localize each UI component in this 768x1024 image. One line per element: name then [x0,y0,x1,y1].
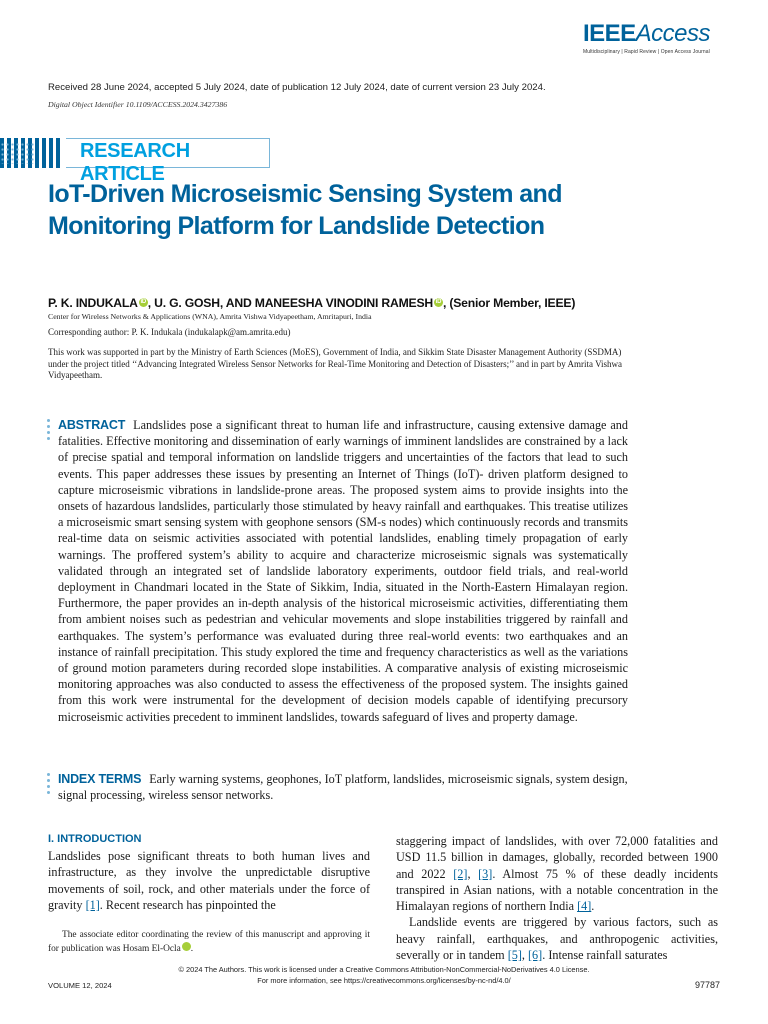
doi: Digital Object Identifier 10.1109/ACCESS.2024.3427386 [48,100,228,109]
citation-link[interactable]: [6] [528,948,543,963]
editor-note: The associate editor coordinating the review of this manuscript and approving it for publication was Hosam El-Ocla iD. [48,930,370,954]
citation-link[interactable]: [5] [507,948,522,963]
index-terms-marker-icon [47,773,50,794]
license-footer [0,964,768,986]
affiliation: Center for Wireless Networks & Applications (WNA), Amrita Vishwa Vidyapeetham, Amritapuri, India [48,312,372,321]
orcid-icon[interactable]: iD [435,299,442,305]
article-type-banner [0,136,270,185]
citation-link[interactable]: [4] [577,899,592,914]
corresponding-author: Corresponding author: P. K. Indukala (indukalapk@am.amrita.edu) [48,327,291,337]
received-dates: Received 28 June 2024, accepted 5 July 2024, date of publication 12 July 2024, date of current version 23 July 2024. [48,82,546,93]
journal-tagline: Multidisciplinary | Rapid Review | Open Access Journal [582,49,710,55]
logo-access: Access [635,20,710,47]
citation-link[interactable]: [2] [453,866,468,881]
author-name: P. K. INDUKALA [48,296,138,310]
abstract-text: Landslides pose a significant threat to human life and infrastructure, causing extensive damage and fatalities. Effective monitoring and dissemination of early warnings of imminent landslides are constrained by a lack of precise spatial and temporal information on landslide triggers and uncertainties of the factors that lead to such events. This paper addresses these issues by presenting an Internet of Things (IoT)- driven platform designed to capture microseismic vibrations in landslide-prone areas. The proposed system aims to provide insights into the onsets of hazardous landslides, particularly those stimulated by heavy rainfall and earthquakes. This treatise utilizes a microseismic smart sensing system with geophone sensors (SM-s nodes) which continuously records and transmits real-time data on seismic activities associated with potential landslides, enabling timely propagation of early warnings. The proffered system’s ability to acquire and characterize microseismic signals was systematically validated through an integrated set of landslide laboratory experiments, outdoor field trials, and real-world deployment in Chandmari located in the State of Sikkim, India, situated in the North-Eastern Himalayan region. Furthermore, the paper provides an in-depth analysis of the historical microseismic activities, differentiating them from ambient noises such as pedestrian and vehicular movements and slope instabilities triggered by rainfall and earthquakes. The system’s performance was evaluated during three real-world events: two earthquakes and an instance of rainfall precipitation. This study explored the time and frequency characteristics as well as the variations of ground motion parameters during recorded slope instabilities. A comparative analysis of existing microseismic monitoring approaches was also conducted to assess the effectiveness of the proposed system. The insights gained from this work were instrumental for the development of decision models capable of identifying precursory microseismic activities precedent to imminent landslides, towards safeguard of lives and property damage. [58,418,628,724]
abstract-marker-icon [47,419,50,440]
page-number: 97787 [694,980,720,990]
index-terms-heading: INDEX TERMS [58,772,142,786]
author-name: , U. G. GOSH, AND MANEESHA VINODINI RAMESH [147,296,433,310]
author-membership: , (Senior Member, IEEE) [443,296,576,310]
orcid-icon[interactable]: iD [140,299,147,305]
abstract-heading: ABSTRACT [58,418,126,432]
paper-title: IoT-Driven Microseismic Sensing System and Monitoring Platform for Landslide Detection [48,180,562,240]
section-heading-introduction: I. INTRODUCTION [48,833,142,845]
index-terms [58,771,628,803]
intro-paragraph: staggering impact of landslides, with over 72,000 fatalities and USD 11.5 billion in damages, globally, recorded between 1900 and 2022 [2], [3]. Almost 75 % of these deadly incidents transpired in Asian nations, with a notable concentration in the Himalayan regions of northern India [4]. [396,834,718,914]
right-column [396,833,718,963]
logo-ieee: IEEE [582,20,636,47]
citation-link[interactable]: [1] [85,897,100,912]
banner-dots [0,142,34,164]
index-terms-text: Early warning systems, geophones, IoT platform, landslides, microseismic signals, system design, signal processing, wireless sensor networks. [58,772,628,803]
intro-paragraph: Landslides pose significant threats to both human lives and infrastructure, as they involve the unpredictable disruptive movements of soil, rock, and other materials under the force of gravity [1]. Recent research has pinpointed the [48,849,370,912]
article-type-label: RESEARCH ARTICLE [80,140,190,185]
journal-logo-wordmark [583,22,710,46]
volume-label: VOLUME 12, 2024 [48,981,112,990]
license-text: © 2024 The Authors. This work is licensed under a Creative Commons Attribution-NonCommercial-NoDerivatives 4.0 License. [178,965,590,974]
journal-logo [583,22,710,55]
author-list [48,296,728,310]
license-link[interactable]: For more information, see https://creativecommons.org/licenses/by-nc-nd/4.0/ [257,976,511,985]
left-column [48,832,370,913]
funding-note: This work was supported in part by the Ministry of Earth Sciences (MoES), Government of India, and Sikkim State Disaster Management Authority (SSDMA) under the project titled ‘‘Advancing Integrated Wireless Sensor Networks for Real-Time Monitoring and Detection of Disasters;’’ and in part by Amrita Vishwa Vidyapeetham. [48,347,623,381]
abstract [58,417,628,725]
orcid-icon[interactable]: iD [182,942,191,951]
intro-paragraph: Landslide events are triggered by various factors, such as heavy rainfall, earthquakes, and anthropogenic activities, severally or in tandem [5], [6]. Intense rainfall saturates [396,915,718,963]
citation-link[interactable]: [3] [478,866,493,881]
